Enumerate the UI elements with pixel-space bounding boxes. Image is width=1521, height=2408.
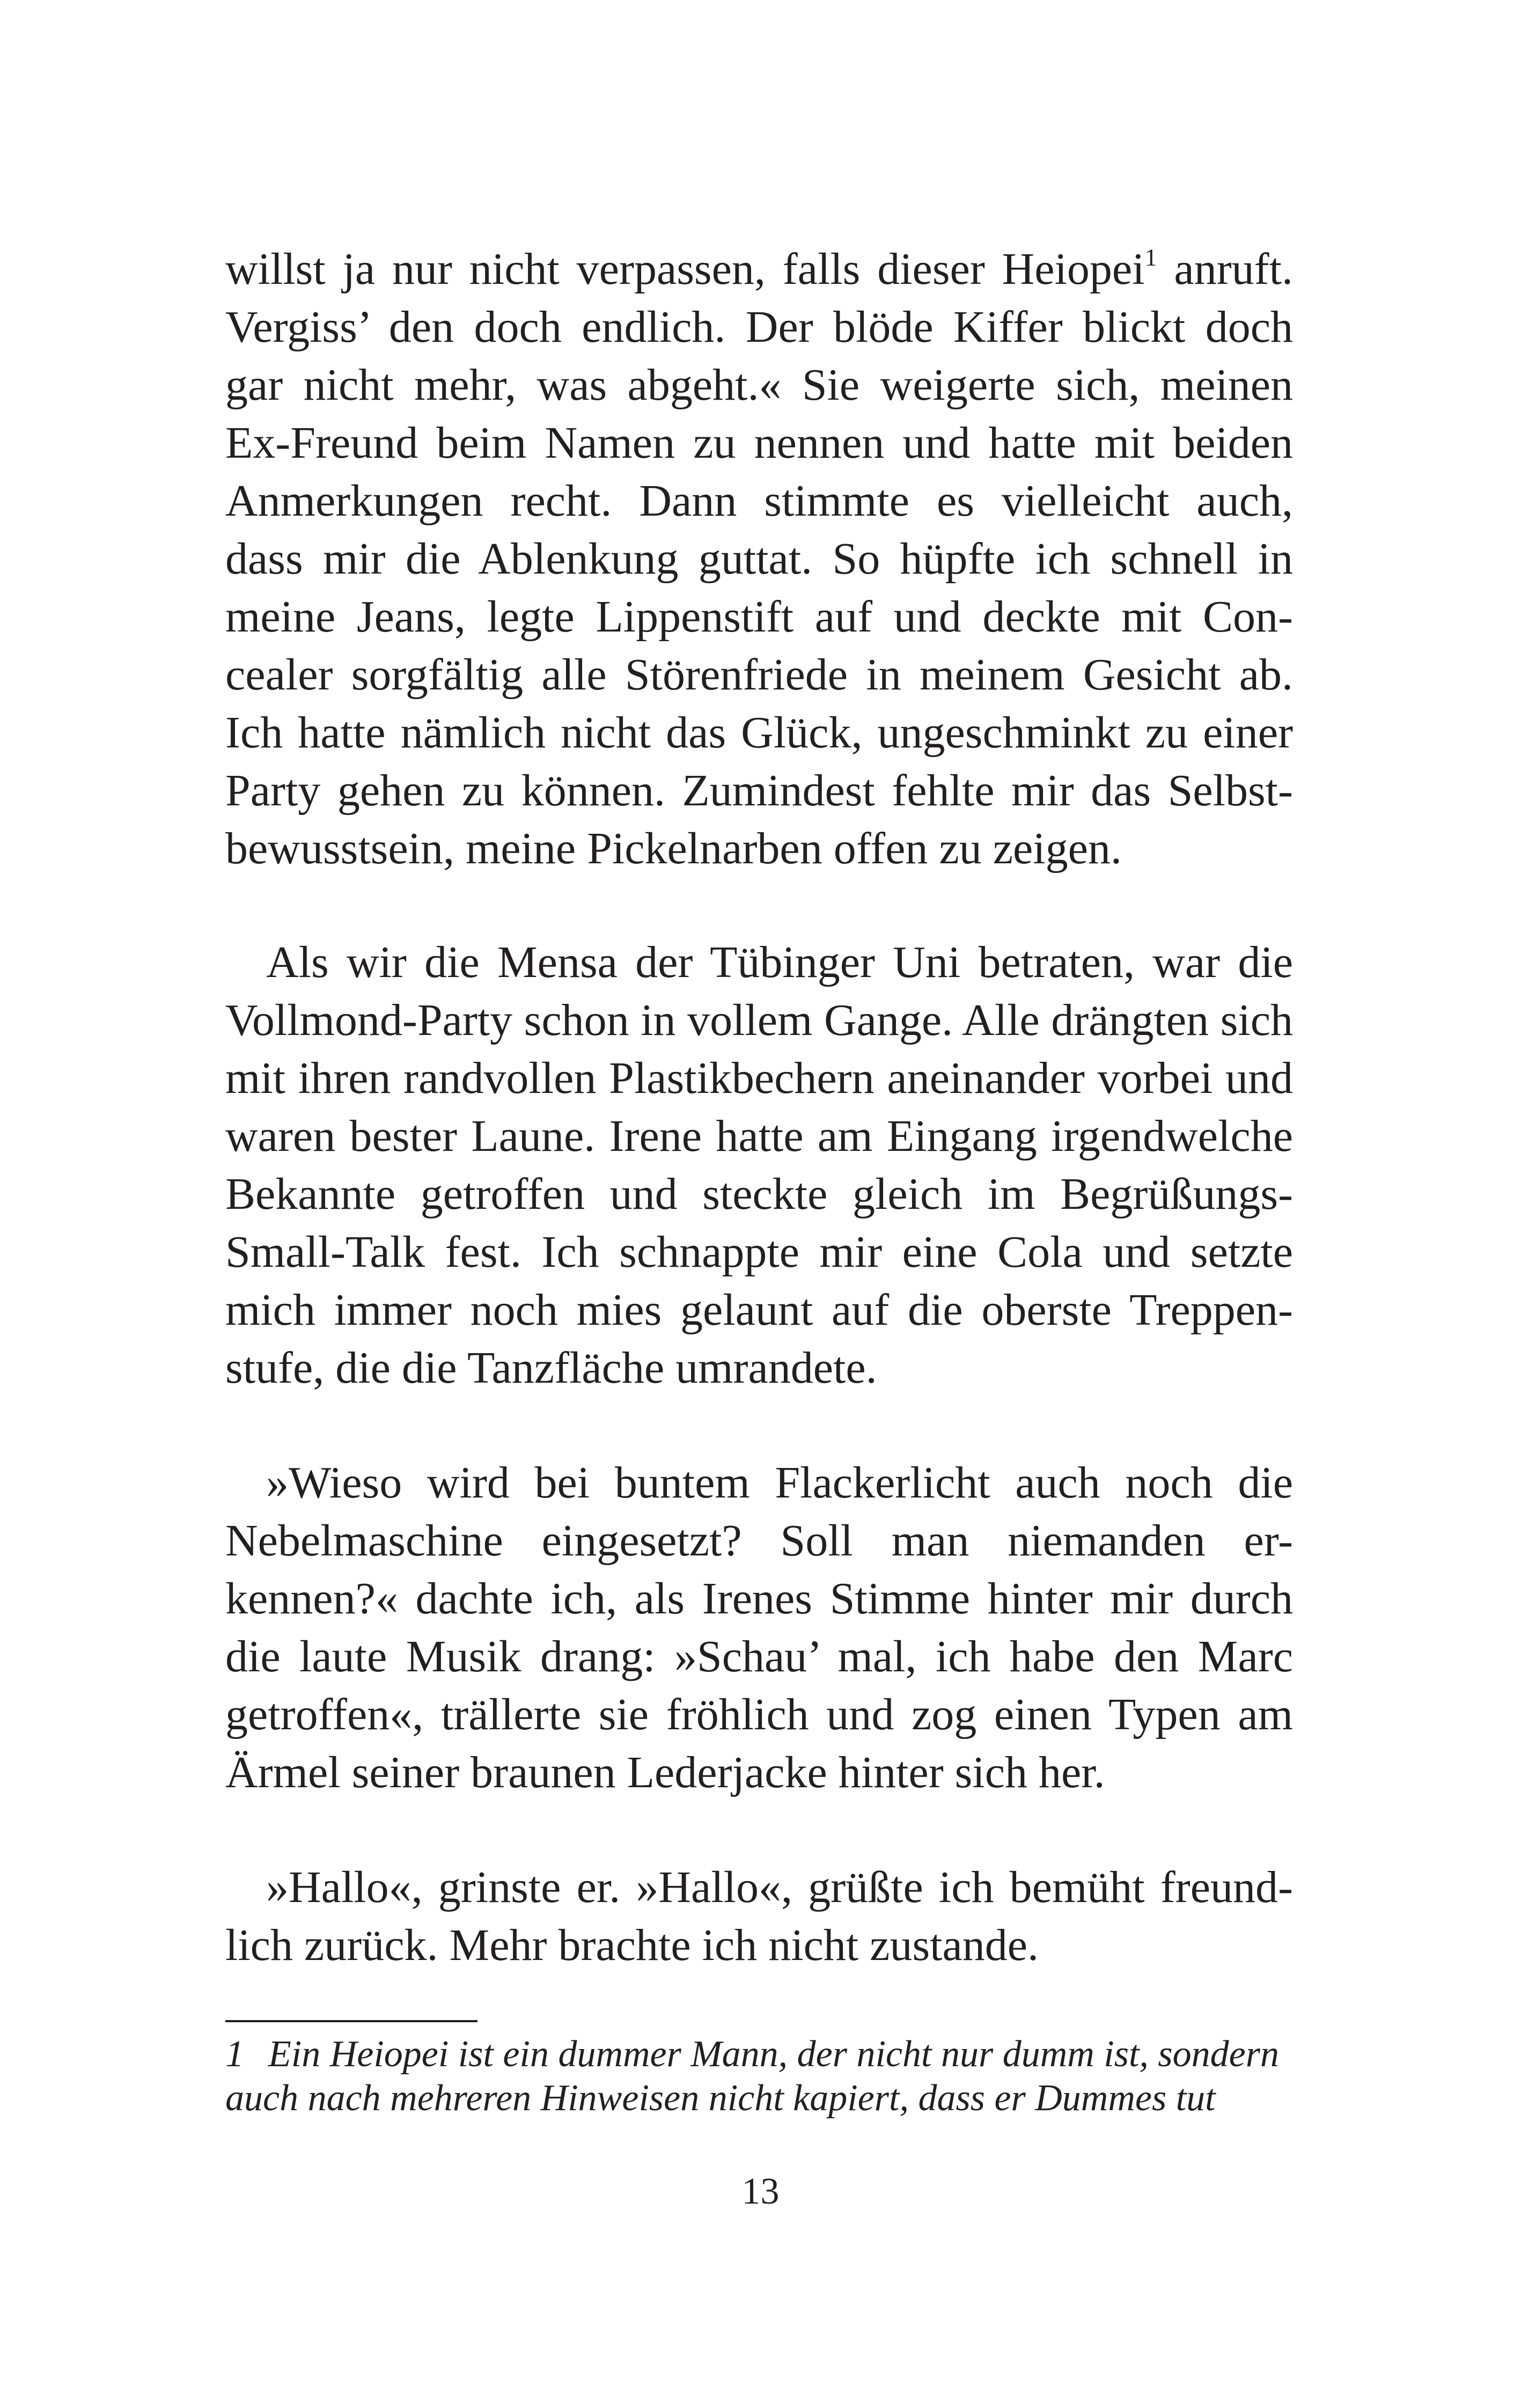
body-paragraph-2 xyxy=(225,934,1293,1397)
text-segment: anruft. xyxy=(1157,244,1293,294)
text-line: meine Jeans, legte Lippenstift auf und deckte mit Con- xyxy=(225,592,1293,642)
text-line: lich zurück. Mehr brachte ich nicht zustande. xyxy=(225,1920,1039,1970)
text-line: stufe, die die Tanzfläche umrandete. xyxy=(225,1343,877,1393)
text-line: mich immer noch mies gelaunt auf die oberste Treppen- xyxy=(225,1285,1293,1335)
body-paragraph-4 xyxy=(225,1859,1293,1974)
text-line xyxy=(225,240,1293,298)
footnote xyxy=(225,2032,1293,2120)
text-line: waren bester Laune. Irene hatte am Eingang irgendwelche xyxy=(225,1111,1293,1161)
text-line: Ärmel seiner braunen Lederjacke hinter sich her. xyxy=(225,1748,1105,1797)
text-line: Party gehen zu können. Zumindest fehlte mir das Selbst- xyxy=(225,766,1293,816)
body-paragraph-1 xyxy=(225,240,1293,878)
footnote-reference: 1 xyxy=(1144,244,1157,271)
footnote-line: auch nach mehreren Hinweisen nicht kapiert, dass er Dummes tut xyxy=(225,2077,1216,2119)
text-line: Small-Talk fest. Ich schnappte mir eine Cola und setzte xyxy=(225,1227,1293,1277)
text-line: Anmerkungen recht. Dann stimmte es vielleicht auch, xyxy=(225,476,1293,526)
footnote-text: Ein Heiopei ist ein dummer Mann, der nicht nur dumm ist, sondern xyxy=(268,2033,1279,2075)
text-line: »Hallo«, grinste er. »Hallo«, grüßte ich bemüht freund- xyxy=(266,1862,1293,1912)
text-line: kennen?« dachte ich, als Irenes Stimme hinter mir durch xyxy=(225,1574,1293,1624)
text-line: mit ihren randvollen Plastikbechern aneinander vorbei und xyxy=(225,1053,1293,1103)
text-line: Bekannte getroffen und steckte gleich im Begrüßungs- xyxy=(225,1169,1293,1219)
text-line: Nebelmaschine eingesetzt? Soll man niemanden er- xyxy=(225,1516,1293,1566)
text-line: dass mir die Ablenkung guttat. So hüpfte ich schnell in xyxy=(225,534,1293,584)
text-line: Vollmond-Party schon in vollem Gange. Alle drängten sich xyxy=(225,995,1293,1045)
text-line: Als wir die Mensa der Tübinger Uni betraten, war die xyxy=(266,937,1293,987)
text-line: bewusstsein, meine Pickelnarben offen zu zeigen. xyxy=(225,824,1122,873)
footnote-number: 1 xyxy=(225,2033,244,2075)
text-line: Vergiss’ den doch endlich. Der blöde Kiffer blickt doch xyxy=(225,302,1293,352)
text-line: Ich hatte nämlich nicht das Glück, ungeschminkt zu einer xyxy=(225,708,1293,758)
text-line: die laute Musik drang: »Schau’ mal, ich habe den Marc xyxy=(225,1632,1293,1682)
footnote-line xyxy=(225,2032,1293,2076)
text-line: gar nicht mehr, was abgeht.« Sie weigerte sich, meinen xyxy=(225,360,1293,410)
body-paragraph-3 xyxy=(225,1454,1293,1802)
page-number: 13 xyxy=(741,2171,780,2212)
text-segment: willst ja nur nicht verpassen, falls dieser Heiopei xyxy=(225,244,1145,294)
text-line: cealer sorgfältig alle Störenfriede in meinem Gesicht ab. xyxy=(225,650,1293,700)
footnote-divider xyxy=(225,2020,477,2022)
text-line: getroffen«, trällerte sie fröhlich und zog einen Typen am xyxy=(225,1690,1293,1739)
text-line: Ex-Freund beim Namen zu nennen und hatte mit beiden xyxy=(225,418,1293,468)
text-line: »Wieso wird bei buntem Flackerlicht auch noch die xyxy=(266,1458,1293,1508)
